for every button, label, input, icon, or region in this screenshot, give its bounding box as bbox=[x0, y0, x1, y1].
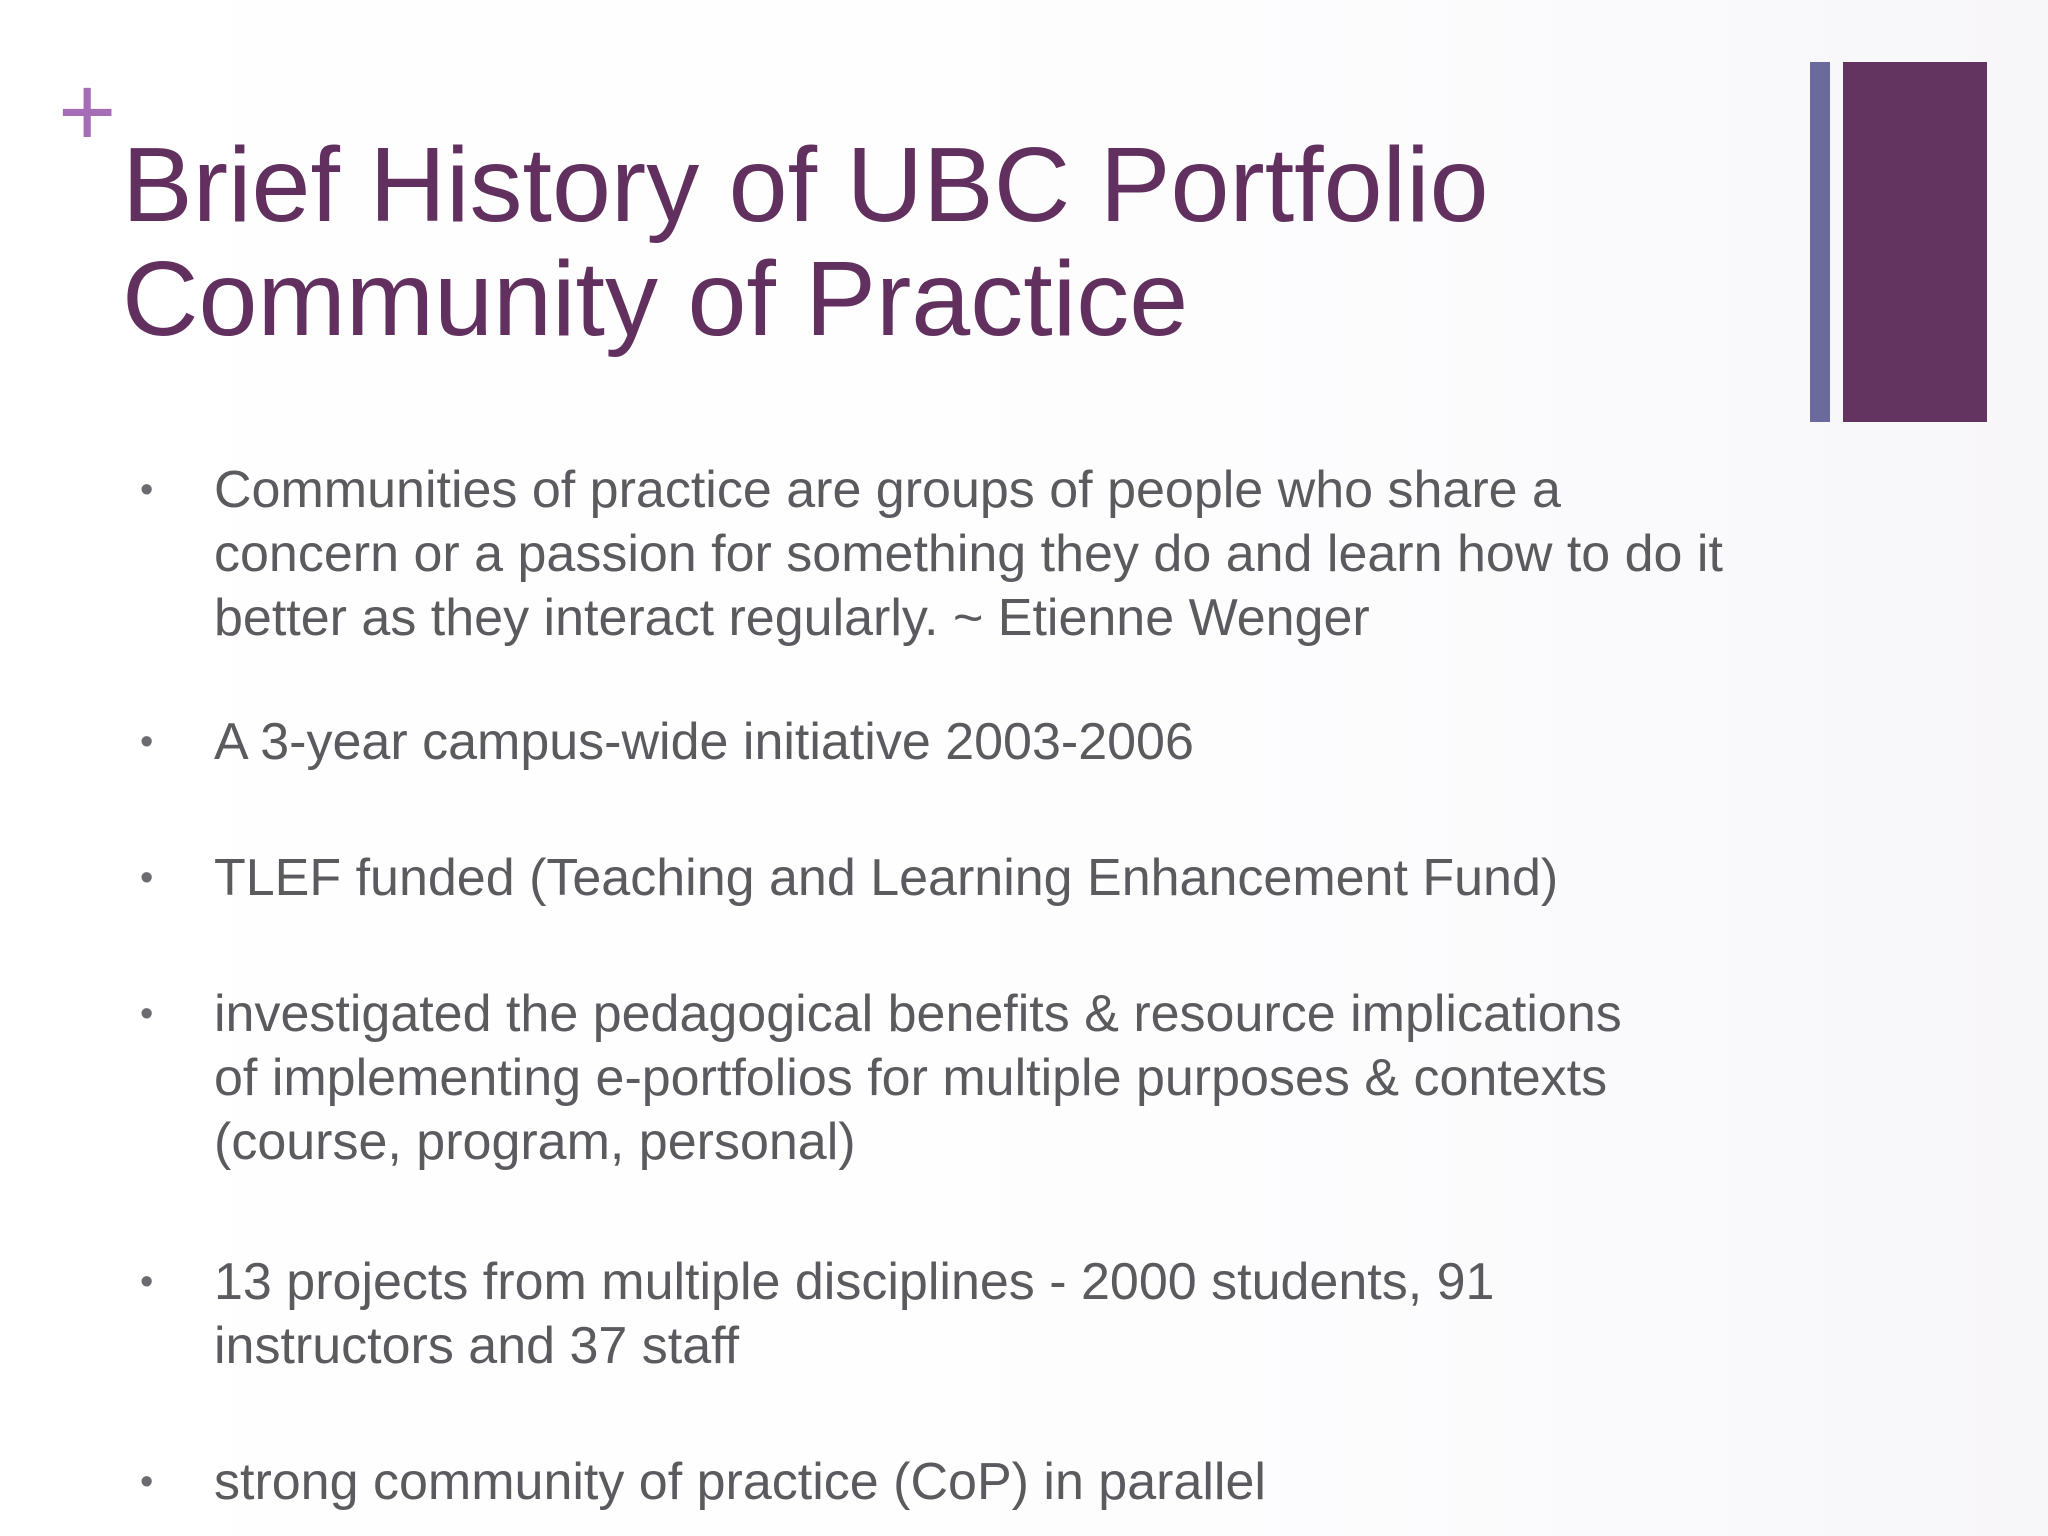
bullet-line: of implementing e-portfolios for multiple purposes & contexts bbox=[214, 1049, 1608, 1107]
bullet-text bbox=[214, 846, 1794, 910]
bullet-text bbox=[214, 1250, 1794, 1378]
bullet-line: (course, program, personal) bbox=[214, 1113, 856, 1171]
accent-bar-wide bbox=[1843, 62, 1987, 422]
bullet-line: A 3-year campus-wide initiative 2003-2006 bbox=[214, 713, 1194, 771]
slide-title-line: Brief History of UBC Portfolio bbox=[122, 126, 1489, 244]
bullet-icon: • bbox=[140, 721, 154, 763]
plus-icon: + bbox=[58, 56, 117, 168]
bullet-icon: • bbox=[140, 1461, 154, 1503]
bullet-line: strong community of practice (CoP) in parallel bbox=[214, 1453, 1266, 1511]
bullet-line: better as they interact regularly. ~ Etienne Wenger bbox=[214, 589, 1370, 647]
bullet-icon: • bbox=[140, 1261, 154, 1303]
bullet-icon: • bbox=[140, 857, 154, 899]
bullet-line: instructors and 37 staff bbox=[214, 1317, 740, 1375]
bullet-text bbox=[214, 710, 1794, 774]
bullet-icon: • bbox=[140, 993, 154, 1035]
bullet-text bbox=[214, 1450, 1794, 1514]
bullet-text bbox=[214, 982, 1794, 1174]
bullet-line: investigated the pedagogical benefits & resource implications bbox=[214, 985, 1622, 1043]
bullet-line: concern or a passion for something they do and learn how to do it bbox=[214, 525, 1723, 583]
bullet-icon: • bbox=[140, 469, 154, 511]
accent-bar-thin bbox=[1810, 62, 1830, 422]
slide-title-line: Community of Practice bbox=[122, 240, 1189, 358]
bullet-line: 13 projects from multiple disciplines - 2000 students, 91 bbox=[214, 1253, 1495, 1311]
bullet-text bbox=[214, 458, 1794, 650]
bullet-line: TLEF funded (Teaching and Learning Enhancement Fund) bbox=[214, 849, 1559, 907]
slide-title bbox=[122, 128, 1682, 356]
bullet-line: Communities of practice are groups of people who share a bbox=[214, 461, 1561, 519]
